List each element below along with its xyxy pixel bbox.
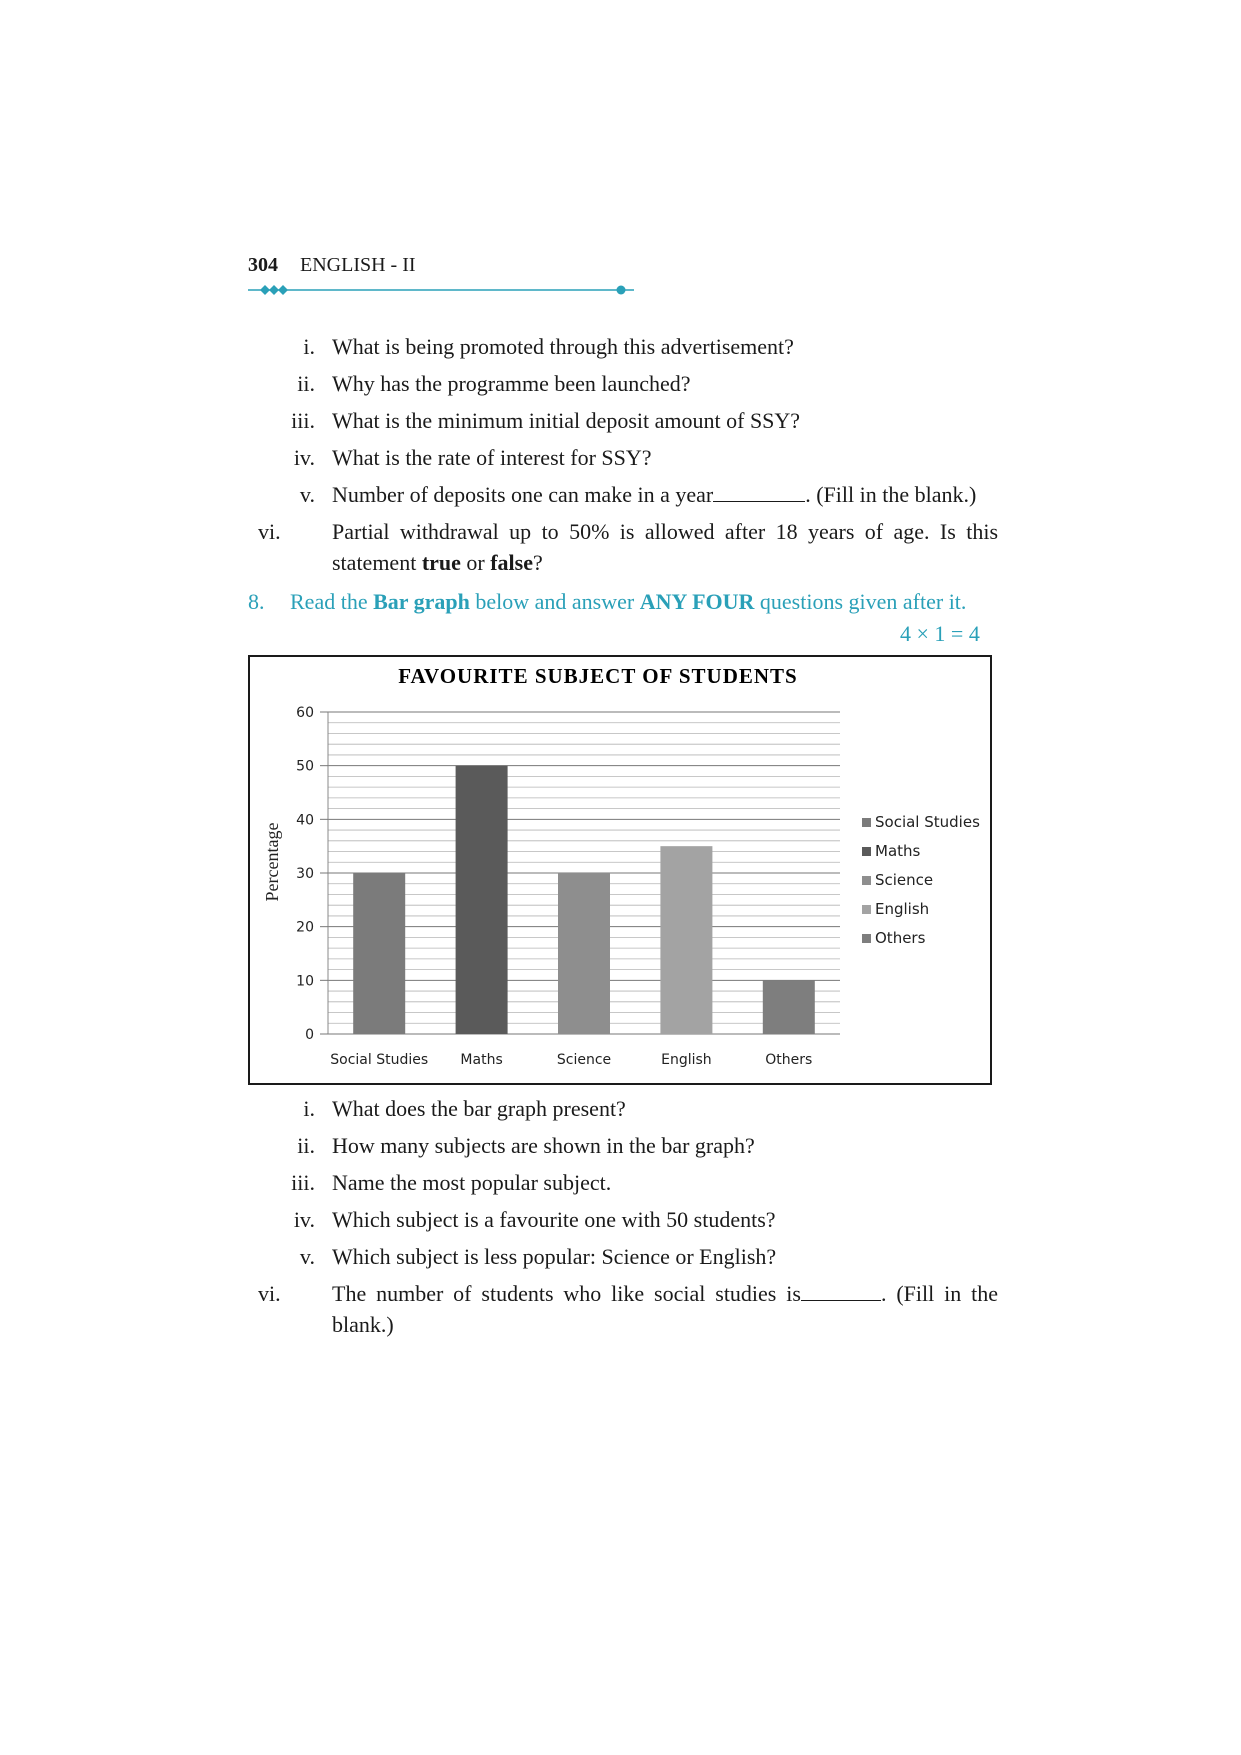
x-category-label: Social Studies [330,1052,429,1068]
question-item: iv. What is the rate of interest for SSY? [293,445,652,470]
bar-maths [456,766,508,1034]
bar-chart-box [248,655,992,1085]
section-8-instruction: 8. Read the Bar graph below and answer ANY FOUR questions given after it. [248,589,967,614]
fill-in-blank [801,1280,881,1301]
legend-label: Others [875,929,926,947]
page-number: 304 [248,254,278,276]
legend-label: Social Studies [875,813,980,831]
bar-chart [250,657,990,1083]
bar-social-studies [353,873,405,1034]
question-item: ii. How many subjects are shown in the bar graph? [297,1133,755,1158]
legend-swatch [862,818,871,827]
x-category-label: Others [765,1052,813,1068]
y-tick-label: 20 [296,919,314,936]
bar-science [558,873,610,1034]
legend-swatch [862,876,871,885]
question-item: vi. The number of students who like social studies is . (Fill in the blank.) [258,1281,998,1337]
question-item: iii. What is the minimum initial deposit amount of SSY? [291,408,801,433]
legend-label: Science [875,871,934,889]
legend-swatch [862,934,871,943]
question-list-7 [258,331,998,584]
question-item: ii. Why has the programme been launched? [297,371,691,396]
question-item: v. Which subject is less popular: Science or English? [299,1244,777,1269]
y-tick-label: 10 [296,973,314,990]
question-item: iii. Name the most popular subject. [291,1170,612,1195]
question-item: i. What is being promoted through this advertisement? [303,334,794,359]
question-item: vi. Partial withdrawal up to 50% is allowed after 18 years of age. Is this statement true or false? [258,519,998,575]
question-list-8 [258,1093,998,1346]
legend-swatch [862,905,871,914]
page-header [248,254,416,277]
bar-others [763,980,815,1034]
header-rule-ornament [248,283,634,297]
question-item: i. What does the bar graph present? [303,1096,626,1121]
legend-label: English [875,900,930,918]
y-axis-label: Percentage [262,822,282,902]
x-category-label: Science [556,1052,612,1068]
bar-english [660,846,712,1034]
legend-label: Maths [875,842,921,860]
y-tick-label: 40 [296,812,314,829]
chart-title: FAVOURITE SUBJECT OF STUDENTS [398,664,798,688]
y-tick-label: 0 [305,1027,314,1043]
y-tick-label: 60 [296,705,314,721]
x-category-label: English [661,1052,712,1068]
y-tick-label: 50 [296,758,314,775]
fill-in-blank [713,481,805,502]
question-item: iv. Which subject is a favourite one with 50 students? [293,1207,776,1232]
x-category-label: Maths [460,1052,503,1068]
marks-allocation: 4 × 1 = 4 [900,621,980,646]
book-title: ENGLISH - II [300,254,416,276]
legend-swatch [862,847,871,856]
y-tick-label: 30 [296,866,314,882]
question-item: v. Number of deposits one can make in a year . (Fill in the blank.) [299,482,977,507]
